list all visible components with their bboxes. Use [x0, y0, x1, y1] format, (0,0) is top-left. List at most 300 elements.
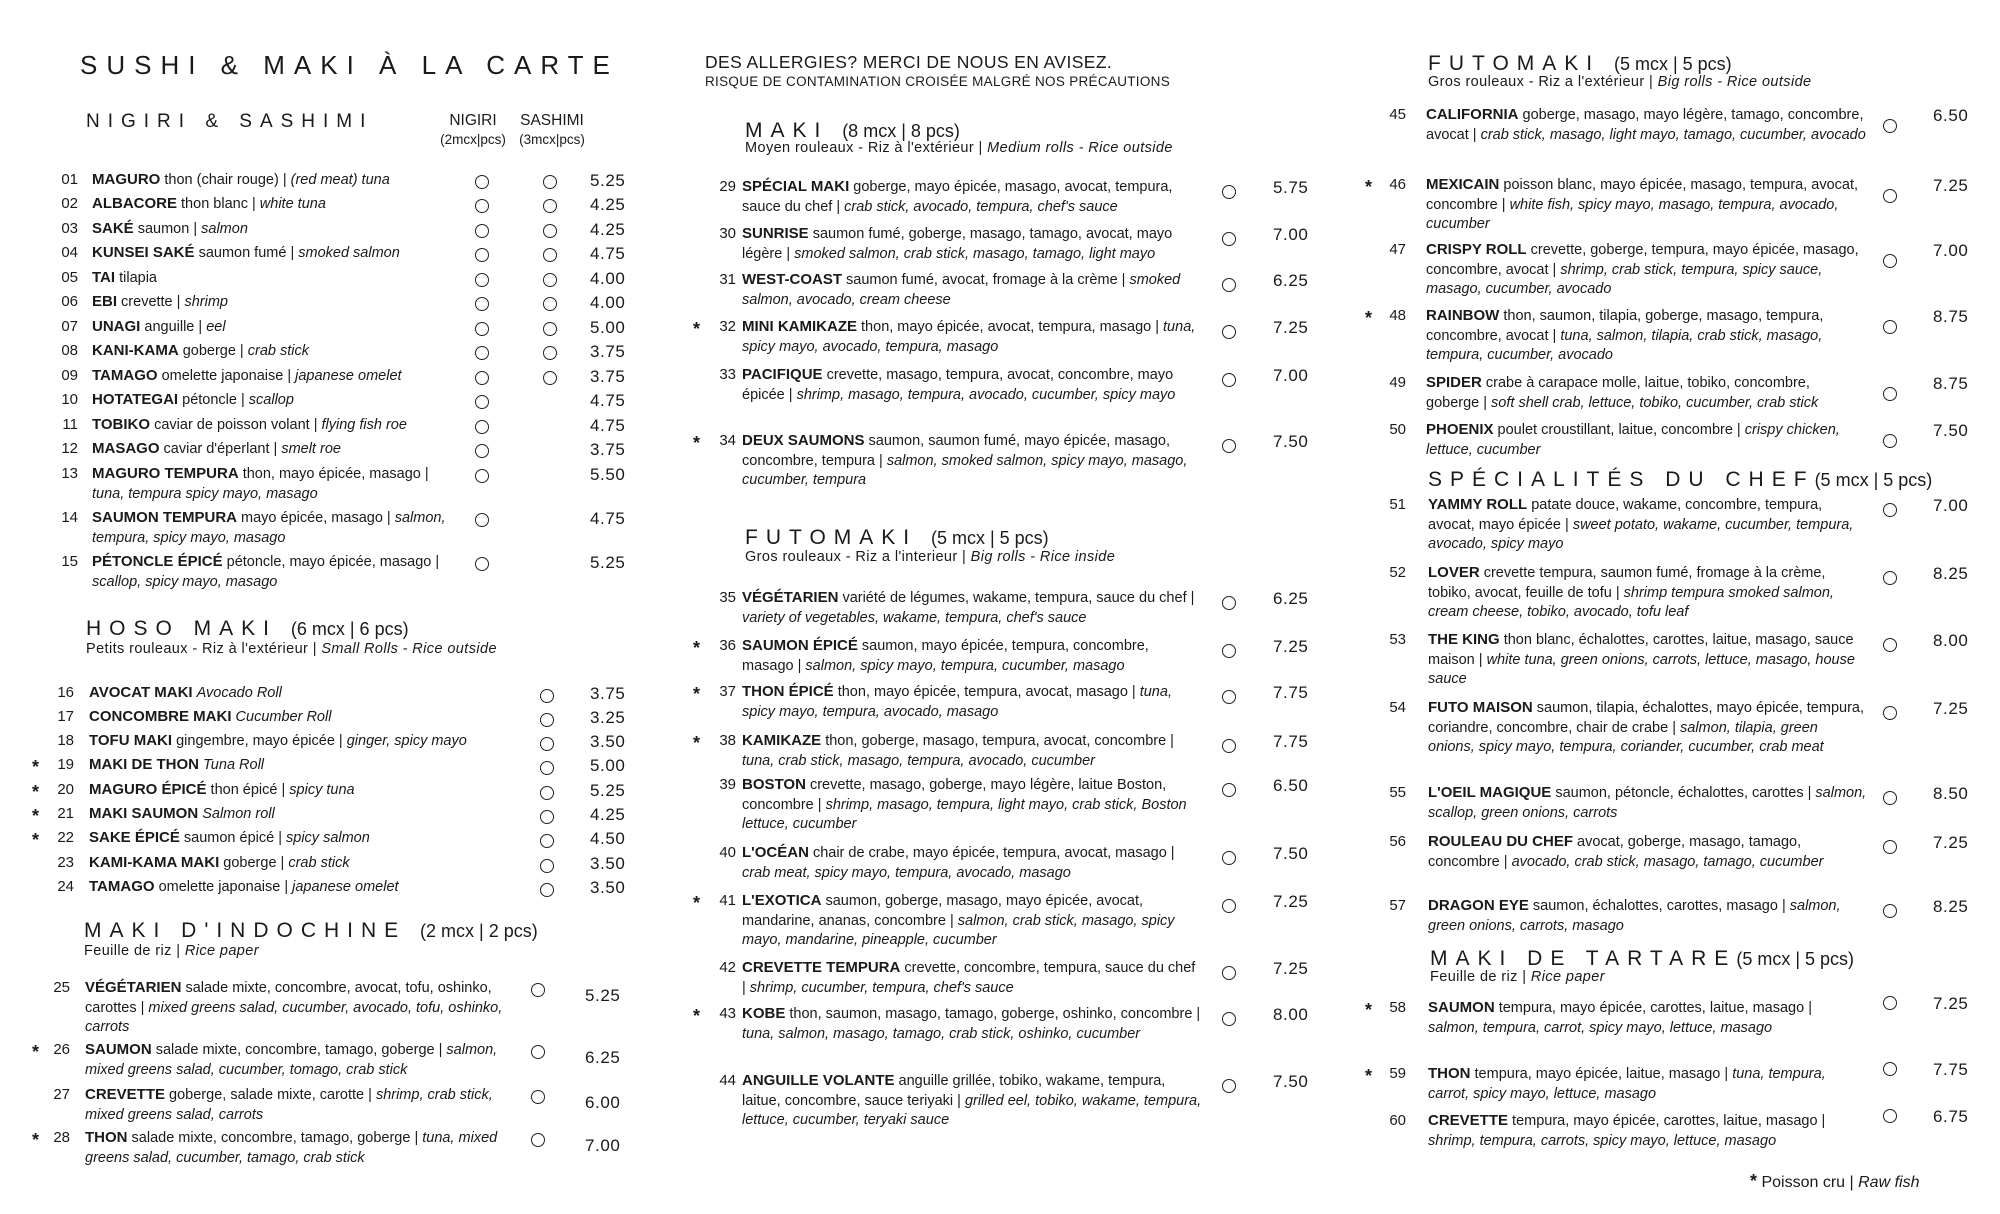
order-circle-icon: [531, 1133, 545, 1147]
item-number: 30: [719, 225, 736, 242]
item-price: 8.75: [1933, 374, 1969, 393]
sashimi-circle-icon: [543, 371, 557, 385]
item-description: VÉGÉTARIEN salade mixte, concombre, avocat, tofu, oshinko, carottes | mixed greens salad, cucumber, avocado, tofu, oshinko, carrots: [85, 979, 503, 1035]
item-description: THON ÉPICÉ thon, mayo épicée, tempura, avocat, masago | tuna, spicy mayo, tempura, avocado, masago: [742, 683, 1172, 720]
item-description: YAMMY ROLL patate douce, wakame, concombre, tempura, avocat, mayo épicée | sweet potato, wakame, cucumber, tempura, avocado, spicy mayo: [1428, 496, 1854, 552]
item-description: L'EXOTICA saumon, goberge, masago, mayo épicée, avocat, mandarine, ananas, concombre | salmon, crab stick, masago, spicy mayo, mandarine, pineapple, cucumber: [742, 892, 1175, 948]
sashimi-circle-icon: [543, 199, 557, 213]
item-ingredients-en: spicy tuna: [289, 782, 355, 798]
item-name: TOBIKO: [92, 416, 151, 433]
item-price: 6.75: [1933, 1107, 1969, 1126]
item-ingredients-en: shrimp, masago, tempura, light mayo, crab stick, Boston lettuce, cucumber: [742, 796, 1187, 832]
item-number: 40: [719, 844, 736, 861]
order-circle-icon: [1883, 119, 1897, 133]
item-price: 6.00: [585, 1093, 621, 1112]
section-title-maki-tartare: MAKI DE TARTARE(5 mcx | 5 pcs): [1430, 947, 1855, 970]
item-ingredients-en: sweet potato, wakame, cucumber, tempura, avocado, spicy mayo: [1428, 516, 1854, 552]
item-description: MAGURO TEMPURA thon, mayo épicée, masago | tuna, tempura spicy mayo, masago: [92, 465, 429, 502]
item-description: CREVETTE tempura, mayo épicée, carottes, laitue, masago | shrimp, tempura, carrots, spicy mayo, lettuce, masago: [1428, 1112, 1826, 1149]
item-description: FUTO MAISON saumon, tilapia, échalottes, mayo épicée, tempura, coriandre, concombre, chair de crabe | salmon, tilapia, green onions, spicy mayo, tempura, coriander, cucumber, crab meat: [1428, 699, 1864, 755]
item-ingredients-en: spicy salmon: [286, 830, 370, 846]
item-price: 4.25: [590, 220, 626, 239]
item-number: 07: [61, 318, 78, 335]
section-subtitle-hoso-maki: Petits rouleaux - Riz à l'extérieur | Small Rolls - Rice outside: [86, 641, 497, 657]
item-number: 45: [1389, 106, 1406, 123]
item-ingredients-en: salmon, tempura, spicy mayo, masago: [92, 510, 446, 546]
item-price: 7.25: [1933, 994, 1969, 1013]
order-circle-icon: [475, 297, 489, 311]
order-circle-icon: [1222, 966, 1236, 980]
item-ingredients-en: shrimp, crab stick, tempura, spicy sauce, masago, cucumber, avocado: [1426, 261, 1823, 297]
section-title-hoso-maki: HOSO MAKI (6 mcx | 6 pcs): [86, 617, 409, 640]
order-circle-icon: [1883, 840, 1897, 854]
item-name: L'OCÉAN: [742, 844, 809, 861]
order-circle-icon: [1222, 690, 1236, 704]
item-name: TAMAGO: [89, 878, 155, 895]
item-ingredients-fr: pétoncle: [182, 392, 237, 408]
item-number: 16: [57, 684, 74, 701]
item-ingredients-fr: mayo épicée, masago: [241, 510, 383, 526]
item-number: 44: [719, 1072, 736, 1089]
item-name: VÉGÉTARIEN: [85, 979, 182, 996]
item-name: RAINBOW: [1426, 307, 1500, 324]
item-number: 46: [1389, 176, 1406, 193]
item-ingredients-en: tuna, spicy mayo, tempura, avocado, masago: [742, 684, 1172, 720]
order-circle-icon: [540, 883, 554, 897]
item-description: WEST-COAST saumon fumé, avocat, fromage à la crème | smoked salmon, avocado, cream cheese: [742, 271, 1181, 308]
item-ingredients-fr: goberge, salade mixte, carotte: [169, 1087, 365, 1103]
item-ingredients-fr: crevette, concombre, tempura, sauce du chef: [904, 960, 1196, 976]
item-ingredients-en: shrimp: [184, 294, 228, 310]
item-description: THON salade mixte, concombre, tamago, goberge | tuna, mixed greens salad, cucumber, tamago, crab stick: [85, 1129, 498, 1166]
item-description: KAMI-KAMA MAKI goberge | crab stick: [89, 854, 350, 871]
order-circle-icon: [475, 444, 489, 458]
item-ingredients-en: grilled eel, tobiko, wakame, tempura, lettuce, cucumber, teryaki sauce: [742, 1092, 1202, 1128]
order-circle-icon: [1883, 904, 1897, 918]
item-number: 19: [57, 756, 74, 773]
item-number: 10: [61, 391, 78, 408]
item-ingredients-fr: thon blanc, échalottes, carottes, laitue, masago, sauce maison: [1428, 632, 1854, 668]
item-description: KOBE thon, saumon, masago, tamago, goberge, oshinko, concombre | tuna, salmon, masago, tamago, crab stick, oshinko, cucumber: [742, 1005, 1201, 1042]
order-circle-icon: [1222, 1012, 1236, 1026]
item-name: PHOENIX: [1426, 421, 1494, 438]
item-description: MASAGO caviar d'éperlant | smelt roe: [92, 440, 341, 457]
item-name: MAKI SAUMON: [89, 805, 199, 822]
item-name: MAKI DE THON: [89, 756, 199, 773]
item-name: CRISPY ROLL: [1426, 241, 1527, 258]
item-price: 7.75: [1273, 732, 1309, 751]
item-description: L'OEIL MAGIQUE saumon, pétoncle, échalottes, carottes | salmon, scallop, green onions, carrots: [1428, 784, 1867, 821]
allergy-line-1: DES ALLERGIES? MERCI DE NOUS EN AVISEZ.: [705, 52, 1113, 72]
item-number: 29: [719, 178, 736, 195]
item-number: 20: [57, 781, 74, 798]
item-ingredients-en: soft shell crab, lettuce, tobiko, cucumber, crab stick: [1491, 394, 1819, 411]
item-price: 7.25: [1273, 318, 1309, 337]
item-name: MAGURO TEMPURA: [92, 465, 239, 482]
item-name: SAUMON ÉPICÉ: [742, 637, 858, 654]
raw-fish-star-icon: *: [693, 638, 701, 658]
item-number: 24: [57, 878, 74, 895]
sashimi-circle-icon: [543, 175, 557, 189]
item-name: EBI: [92, 293, 118, 310]
item-ingredients-fr: pétoncle, mayo épicée, masago: [226, 554, 432, 570]
order-circle-icon: [475, 420, 489, 434]
item-name: MAGURO ÉPICÉ: [89, 781, 207, 798]
item-price: 4.25: [590, 805, 626, 824]
item-ingredients-fr: tempura, mayo épicée, carottes, laitue, masago: [1498, 1000, 1805, 1016]
order-circle-icon: [1222, 644, 1236, 658]
item-ingredients-fr: goberge: [182, 343, 236, 359]
item-number: 11: [62, 416, 78, 433]
order-circle-icon: [1883, 503, 1897, 517]
item-number: 58: [1389, 999, 1406, 1016]
item-price: 7.50: [1273, 844, 1309, 863]
item-description: SPÉCIAL MAKI goberge, mayo épicée, masago, avocat, tempura, sauce du chef | crab stick, avocado, tempura, chef's sauce: [742, 178, 1173, 215]
item-ingredients-en: smoked salmon, avocado, cream cheese: [742, 272, 1181, 308]
item-ingredients-fr: thon (chair rouge): [164, 172, 279, 188]
item-price: 8.00: [1273, 1005, 1309, 1024]
item-ingredients-fr: thon, saumon, masago, tamago, goberge, oshinko, concombre: [789, 1006, 1193, 1022]
item-ingredients-fr: saumon, mayo épicée, tempura, concombre, masago: [742, 638, 1149, 674]
item-description: MAGURO thon (chair rouge) | (red meat) tuna: [92, 171, 390, 188]
item-price: 7.75: [1933, 1060, 1969, 1079]
item-number: 02: [61, 195, 78, 212]
item-ingredients-en: salmon, tempura, carrot, spicy mayo, lettuce, masago: [1428, 1019, 1773, 1036]
item-price: 7.00: [1273, 225, 1309, 244]
item-name: HOTATEGAI: [92, 391, 179, 408]
section-title-maki: MAKI (8 mcx | 8 pcs): [745, 119, 960, 142]
section-subtitle-maki: Moyen rouleaux - Riz à l'extérieur | Medium rolls - Rice outside: [745, 140, 1173, 156]
item-ingredients-fr: thon, mayo épicée, avocat, tempura, masago: [861, 319, 1152, 335]
item-name: ALBACORE: [92, 195, 177, 212]
item-ingredients-en: tuna, tempura, carrot, spicy mayo, lettuce, masago: [1428, 1066, 1826, 1102]
order-circle-icon: [540, 786, 554, 800]
item-number: 04: [61, 244, 78, 261]
item-name: CREVETTE TEMPURA: [742, 959, 901, 976]
item-number: 39: [719, 776, 736, 793]
item-description: [89, 755, 529, 776]
item-ingredients-fr: goberge: [223, 855, 277, 871]
raw-fish-star-icon: *: [32, 806, 40, 826]
item-price: 7.00: [1933, 496, 1969, 515]
allergy-notice: [705, 52, 1170, 89]
item-name: KUNSEI SAKÉ: [92, 244, 195, 261]
order-circle-icon: [531, 983, 545, 997]
item-ingredients-en: smelt roe: [281, 441, 341, 457]
item-name: CREVETTE: [1428, 1112, 1509, 1129]
item-ingredients-fr: saumon, tilapia, échalottes, mayo épicée, tempura, coriandre, concombre, chair de crabe: [1428, 700, 1864, 736]
item-ingredients-fr: goberge, masago, mayo légère, tamago, concombre, avocat: [1426, 107, 1864, 143]
raw-fish-star-icon: *: [32, 830, 40, 850]
item-ingredients-fr: crevette, masago, goberge, mayo légère, laitue Boston, concombre: [742, 777, 1167, 813]
item-price: 3.50: [590, 878, 626, 897]
sashimi-circle-icon: [543, 322, 557, 336]
item-ingredients-fr: saumon, pétoncle, échalottes, carottes: [1555, 785, 1804, 801]
item-ingredients-fr: crevette, goberge, tempura, mayo épicée, masago, concombre, avocat: [1426, 242, 1859, 278]
item-ingredients-fr: gingembre, mayo épicée: [176, 733, 335, 749]
item-ingredients-fr: saumon épicé: [183, 830, 275, 846]
item-name: SAKE ÉPICÉ: [89, 829, 180, 846]
item-description: SAKÉ saumon | salmon: [92, 220, 248, 237]
order-circle-icon: [531, 1045, 545, 1059]
item-name: TOFU MAKI: [89, 732, 173, 749]
item-name: CREVETTE: [85, 1086, 166, 1103]
item-price: 3.75: [590, 440, 626, 459]
item-number: 57: [1389, 897, 1406, 914]
sashimi-circle-icon: [543, 346, 557, 360]
sashimi-circle-icon: [543, 224, 557, 238]
item-description: EBI crevette | shrimp: [92, 293, 228, 310]
item-name: THON: [85, 1129, 128, 1146]
item-name: SPIDER: [1426, 374, 1482, 391]
item-ingredients-fr: tempura, mayo épicée, laitue, masago: [1474, 1066, 1721, 1082]
raw-fish-star-icon: *: [1365, 1000, 1373, 1020]
item-price: 5.75: [1273, 178, 1309, 197]
item-ingredients-en: (red meat) tuna: [290, 172, 390, 188]
item-description: ROULEAU DU CHEF avocat, goberge, masago, tamago, concombre | avocado, crab stick, masago, tamago, cucumber: [1428, 833, 1824, 870]
order-circle-icon: [540, 689, 554, 703]
item-price: 6.25: [585, 1048, 621, 1067]
item-price: 5.25: [585, 986, 621, 1005]
order-circle-icon: [1883, 387, 1897, 401]
order-circle-icon: [475, 346, 489, 360]
item-ingredients-fr: saumon, goberge, masago, mayo épicée, avocat, mandarine, ananas, concombre: [742, 893, 1144, 929]
item-ingredients-en: scallop, spicy mayo, masago: [92, 573, 278, 590]
item-name: TAMAGO: [92, 367, 158, 384]
item-ingredients-en: Salmon roll: [202, 806, 275, 822]
item-ingredients-fr: thon blanc: [181, 196, 248, 212]
item-ingredients-fr: saumon, échalottes, carottes, masago: [1532, 898, 1778, 914]
item-name: ANGUILLE VOLANTE: [742, 1072, 895, 1089]
item-name: MINI KAMIKAZE: [742, 318, 857, 335]
item-ingredients-fr: anguille grillée, tobiko, wakame, tempura, laitue, concombre, sauce teriyaki: [742, 1073, 1166, 1109]
item-ingredients-fr: saumon fumé, goberge, masago, tamago, avocat, mayo légère: [742, 226, 1173, 262]
item-description: TAMAGO omelette japonaise | japanese omelet: [89, 878, 399, 895]
item-name: KAMI-KAMA MAKI: [89, 854, 220, 871]
item-ingredients-en: crab stick: [288, 855, 350, 871]
item-name: BOSTON: [742, 776, 806, 793]
item-name: FUTO MAISON: [1428, 699, 1533, 716]
item-name: DRAGON EYE: [1428, 897, 1529, 914]
item-price: 6.50: [1273, 776, 1309, 795]
item-price: 5.25: [590, 781, 626, 800]
raw-fish-star-icon: *: [32, 782, 40, 802]
item-number: 01: [61, 171, 78, 188]
item-name: VÉGÉTARIEN: [742, 589, 839, 606]
item-ingredients-en: tuna, salmon, masago, tamago, crab stick, oshinko, cucumber: [742, 1025, 1141, 1042]
item-number: 13: [61, 465, 78, 482]
item-ingredients-fr: thon, saumon, tilapia, goberge, masago, tempura, concombre, avocat: [1426, 308, 1824, 344]
item-name: CALIFORNIA: [1426, 106, 1519, 123]
order-circle-icon: [1883, 434, 1897, 448]
order-circle-icon: [1222, 1079, 1236, 1093]
item-description: ANGUILLE VOLANTE anguille grillée, tobiko, wakame, tempura, laitue, concombre, sauce teriyaki | grilled eel, tobiko, wakame, tempura, lettuce, cucumber, teryaki sauce: [742, 1072, 1202, 1128]
item-ingredients-fr: crabe à carapace molle, laitue, tobiko, concombre, goberge: [1426, 375, 1810, 411]
item-price: 4.50: [590, 829, 626, 848]
allergy-line-2: RISQUE DE CONTAMINATION CROISÉE MALGRÉ NOS PRÉCAUTIONS: [705, 74, 1171, 89]
section-subtitle-futomaki-outside: Gros rouleaux - Riz a l'extérieur | Big rolls - Rice outside: [1428, 74, 1812, 90]
item-number: 52: [1389, 564, 1406, 581]
item-description: ALBACORE thon blanc | white tuna: [92, 195, 326, 212]
item-ingredients-en: white tuna, green onions, carrots, lettuce, masago, house sauce: [1428, 651, 1855, 687]
order-circle-icon: [1222, 851, 1236, 865]
item-ingredients-en: ginger, spicy mayo: [346, 733, 467, 749]
order-circle-icon: [475, 224, 489, 238]
raw-fish-star-icon: *: [32, 757, 40, 777]
item-ingredients-en: japanese omelet: [292, 879, 399, 895]
item-ingredients-en: tuna, mixed greens salad, cucumber, tamago, crab stick: [85, 1130, 498, 1166]
section-subtitle-futomaki-inside: Gros rouleaux - Riz a l'interieur | Big rolls - Rice inside: [745, 549, 1116, 565]
item-number: 14: [61, 509, 78, 526]
item-description: UNAGI anguille | eel: [92, 318, 226, 335]
item-name: YAMMY ROLL: [1428, 496, 1528, 513]
item-description: [89, 707, 529, 728]
order-circle-icon: [1222, 373, 1236, 387]
item-number: 27: [53, 1086, 70, 1103]
order-circle-icon: [475, 371, 489, 385]
order-circle-icon: [1222, 439, 1236, 453]
order-circle-icon: [1222, 739, 1236, 753]
item-price: 3.75: [590, 684, 626, 703]
order-circle-icon: [1883, 320, 1897, 334]
item-description: [89, 683, 529, 704]
item-name: KOBE: [742, 1005, 786, 1022]
item-number: 56: [1389, 833, 1406, 850]
item-ingredients-fr: caviar de poisson volant: [154, 417, 310, 433]
item-number: 48: [1389, 307, 1406, 324]
order-circle-icon: [1883, 996, 1897, 1010]
item-name: DEUX SAUMONS: [742, 432, 865, 449]
item-ingredients-en: salmon, scallop, green onions, carrots: [1428, 785, 1867, 821]
item-name: MAGURO: [92, 171, 161, 188]
item-price: 8.50: [1933, 784, 1969, 803]
item-price: 4.00: [590, 269, 626, 288]
item-ingredients-en: Cucumber Roll: [235, 709, 332, 725]
order-circle-icon: [1222, 899, 1236, 913]
item-name: TAI: [92, 269, 116, 286]
column-header-nigiri: NIGIRI (2mcx|pcs): [440, 112, 506, 147]
order-circle-icon: [1222, 596, 1236, 610]
item-name: UNAGI: [92, 318, 141, 335]
item-number: 32: [719, 318, 736, 335]
item-price: 5.00: [590, 756, 626, 775]
item-price: 8.00: [1933, 631, 1969, 650]
item-ingredients-fr: anguille: [144, 319, 195, 335]
item-price: 7.25: [1933, 699, 1969, 718]
item-number: 25: [53, 979, 70, 996]
order-circle-icon: [540, 834, 554, 848]
item-name: SAKÉ: [92, 220, 134, 237]
item-ingredients-fr: variété de légumes, wakame, tempura, sauce du chef: [842, 590, 1187, 606]
item-price: 5.50: [590, 465, 626, 484]
raw-fish-star-icon: *: [1365, 177, 1373, 197]
item-description: PHOENIX poulet croustillant, laitue, concombre | crispy chicken, lettuce, cucumber: [1426, 421, 1840, 458]
item-ingredients-fr: crevette tempura, saumon fumé, fromage à la crème, tobiko, avocat, feuille de tofu: [1428, 565, 1826, 601]
item-ingredients-en: crab stick, masago, light mayo, tamago, cucumber, avocado: [1480, 126, 1866, 143]
item-description: MAGURO ÉPICÉ thon épicé | spicy tuna: [89, 781, 355, 798]
item-ingredients-en: salmon: [201, 221, 248, 237]
item-price: 5.25: [590, 553, 626, 572]
item-description: CRISPY ROLL crevette, goberge, tempura, mayo épicée, masago, concombre, avocat | shrimp, crab stick, tempura, spicy sauce, masago, cucumber, avocado: [1426, 241, 1859, 297]
order-circle-icon: [1883, 1109, 1897, 1123]
item-price: 6.25: [1273, 589, 1309, 608]
item-number: 38: [719, 732, 736, 749]
item-ingredients-fr: avocat, goberge, masago, tamago, concombre: [1428, 834, 1802, 870]
item-ingredients-fr: goberge, mayo épicée, masago, avocat, tempura, sauce du chef: [742, 179, 1173, 215]
item-price: 7.00: [1933, 241, 1969, 260]
item-ingredients-fr: omelette japonaise: [158, 879, 281, 895]
item-description: RAINBOW thon, saumon, tilapia, goberge, masago, tempura, concombre, avocat | tuna, salmon, tilapia, crab stick, masago, tempura, cucumber, avocado: [1426, 307, 1824, 363]
item-number: 31: [719, 271, 736, 288]
item-number: 59: [1389, 1065, 1406, 1082]
item-price: 7.25: [1273, 637, 1309, 656]
item-description: BOSTON crevette, masago, goberge, mayo légère, laitue Boston, concombre | shrimp, masago, tempura, light mayo, crab stick, Boston lettuce, cucumber: [742, 776, 1187, 832]
item-description: DRAGON EYE saumon, échalottes, carottes, masago | salmon, green onions, carrots, masago: [1428, 897, 1841, 934]
item-ingredients-fr: thon, goberge, masago, tempura, avocat, concombre: [825, 733, 1167, 749]
order-circle-icon: [475, 199, 489, 213]
item-name: KAMIKAZE: [742, 732, 822, 749]
item-price: 7.50: [1933, 421, 1969, 440]
item-description: KUNSEI SAKÉ saumon fumé | smoked salmon: [92, 244, 400, 261]
item-ingredients-en: shrimp tempura smoked salmon, cream cheese, tobiko, avocado, tofu leaf: [1428, 584, 1834, 620]
item-name: CONCOMBRE MAKI: [89, 708, 232, 725]
item-ingredients-en: salmon, crab stick, masago, spicy mayo, mandarine, pineapple, cucumber: [742, 912, 1175, 948]
item-description: TOBIKO caviar de poisson volant | flying fish roe: [92, 416, 407, 433]
item-number: 23: [57, 854, 74, 871]
item-description: [89, 804, 529, 825]
order-circle-icon: [1222, 325, 1236, 339]
item-ingredients-fr: tilapia: [119, 270, 157, 286]
item-price: 7.50: [1273, 432, 1309, 451]
order-circle-icon: [1222, 783, 1236, 797]
item-description: LOVER crevette tempura, saumon fumé, fromage à la crème, tobiko, avocat, feuille de tofu | shrimp tempura smoked salmon, cream cheese, tobiko, avocado, tofu leaf: [1428, 564, 1834, 620]
item-number: 43: [719, 1005, 736, 1022]
item-ingredients-en: salmon, green onions, carrots, masago: [1428, 898, 1841, 934]
item-description: [92, 268, 447, 289]
order-circle-icon: [540, 761, 554, 775]
section-title-nigiri: NIGIRI & SASHIMI: [86, 111, 374, 132]
raw-fish-star-icon: *: [32, 1042, 40, 1062]
raw-fish-star-icon: *: [693, 319, 701, 339]
item-number: 03: [61, 220, 78, 237]
item-description: SAUMON TEMPURA mayo épicée, masago | salmon, tempura, spicy mayo, masago: [92, 509, 446, 546]
item-ingredients-fr: saumon fumé: [198, 245, 287, 261]
item-number: 36: [719, 637, 736, 654]
item-ingredients-en: shrimp, tempura, carrots, spicy mayo, lettuce, masago: [1428, 1132, 1777, 1149]
item-ingredients-fr: salade mixte, concombre, avocat, tofu, oshinko, carottes: [85, 980, 492, 1016]
item-name: SAUMON: [1428, 999, 1495, 1016]
item-description: SUNRISE saumon fumé, goberge, masago, tamago, avocat, mayo légère | smoked salmon, crab stick, masago, tamago, light mayo: [742, 225, 1173, 262]
item-ingredients-en: crab stick: [247, 343, 309, 359]
item-number: 54: [1389, 699, 1406, 716]
item-ingredients-en: variety of vegetables, wakame, tempura, chef's sauce: [742, 609, 1087, 626]
item-name: SAUMON: [85, 1041, 152, 1058]
item-price: 7.25: [1273, 959, 1309, 978]
item-price: 4.75: [590, 416, 626, 435]
section-subtitle-maki-tartare: Feuille de riz | Rice paper: [1430, 969, 1605, 985]
order-circle-icon: [1883, 1062, 1897, 1076]
item-price: 7.25: [1273, 892, 1309, 911]
item-ingredients-fr: thon, mayo épicée, masago: [242, 466, 421, 482]
legend-raw-fish: * Poisson cru | Raw fish: [1750, 1171, 1920, 1191]
item-description: TOFU MAKI gingembre, mayo épicée | ginger, spicy mayo: [89, 732, 467, 749]
order-circle-icon: [1883, 571, 1897, 585]
item-ingredients-fr: caviar d'éperlant: [163, 441, 270, 457]
item-ingredients-en: Tuna Roll: [203, 757, 265, 773]
order-circle-icon: [531, 1090, 545, 1104]
item-description: MEXICAIN poisson blanc, mayo épicée, masago, tempura, avocat, concombre | white fish, spicy mayo, masago, tempura, avocado, cucumber: [1426, 176, 1859, 232]
item-ingredients-fr: saumon fumé, avocat, fromage à la crème: [846, 272, 1118, 288]
